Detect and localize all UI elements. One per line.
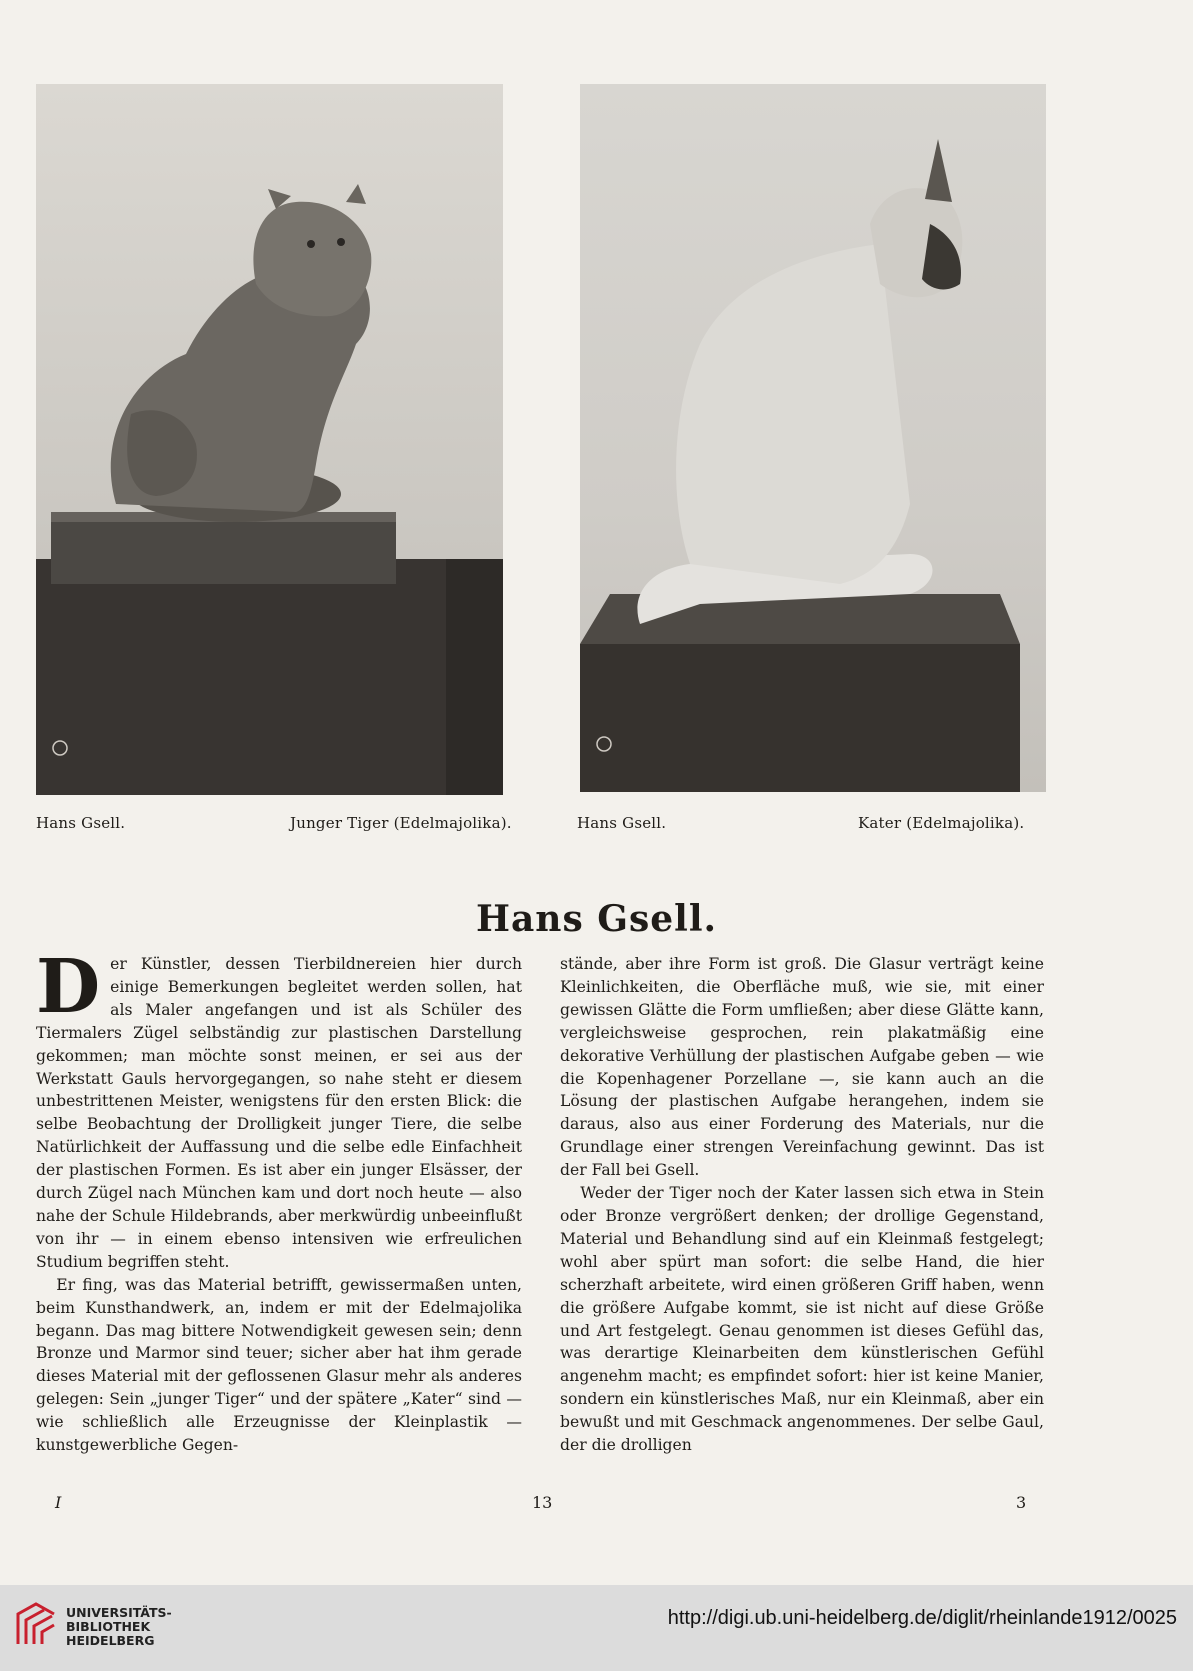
- photo-young-tiger: [36, 84, 503, 795]
- caption-left-title: Junger Tiger (Edelmajolika).: [290, 814, 512, 832]
- library-name: [66, 1606, 172, 1648]
- digitization-footer: [0, 1585, 1193, 1671]
- library-name-line: BIBLIOTHEK: [66, 1619, 151, 1634]
- text-column-right: [560, 953, 1044, 1457]
- cat-sculpture-image: [580, 84, 1046, 792]
- signature-mark: I: [55, 1493, 62, 1512]
- tiger-sculpture-image: [36, 84, 503, 795]
- drop-cap: D: [36, 944, 101, 1030]
- source-url-link[interactable]: http://digi.ub.uni-heidelberg.de/diglit/rheinlande1912/0025: [667, 1607, 1177, 1629]
- paragraph: Weder der Tiger noch der Kater lassen sich etwa in Stein oder Bronze vergrößert denken; der drollige Gegenstand, Material und Behandlung sind auf ein Kleinmaß festgelegt; wohl aber spürt man sofort: die selbe Hand, die hier scherzhaft arbeitete, wird einen größeren Griff haben, wenn die größere Aufgabe kommt, sie ist nicht auf diese Größe und Art festgelegt. Genau genommen ist dieses Gefühl das, was derartige Kleinarbeiten dem künstlerischen Gefühl angenehm macht; es empfindet sofort: hier ist keine Manier, sondern ein künstlerisches Maß, nur ein Kleinmaß, aber ein bewußt und mit Geschmack angenommenes. Der selbe Gaul, der die drolligen: [560, 1184, 1044, 1455]
- paragraph-text: er Künstler, dessen Tierbildnereien hier durch einige Bemerkungen begleitet werden sollen, hat als Maler angefangen und ist als Schüler des Tiermalers Zügel selbständig zur plastischen Darstellung gekommen; man möchte sonst meinen, er sei aus der Werkstatt Gauls hervorgegangen, so nahe steht er diesem unbestrittenen Meister, wenigstens für den ersten Blick: die selbe Beobachtung der Drolligkeit junger Tiere, die selbe Natürlichkeit der Auffassung und die selbe edle Einfachheit der plastischen Formen. Es ist aber ein junger Elsässer, der durch Zügel nach München kam und dort noch heute — also nahe der Schule Hildebrands, aber merkwürdig unbeeinflußt von ihr — in einem ebenso intensiven wie erfreulichen Studium begriffen steht.: [36, 955, 522, 1271]
- caption-right-artist: Hans Gsell.: [577, 814, 667, 832]
- paragraph: Er fing, was das Material betrifft, gewissermaßen unten, beim Kunsthandwerk, an, indem er mit der Edelmajolika begann. Das mag bittere Notwendigkeit gewesen sein; denn Bronze und Marmor sind teuer; sicher aber hat ihm gerade dieses Material mit der geflossenen Glasur mehr als anderes gelegen: Sein „junger Tiger“ und der spätere „Kater“ sind — wie schließlich alle Erzeugnisse der Kleinplastik — kunstgewerbliche Gegen-: [36, 1275, 522, 1455]
- library-name-line: HEIDELBERG: [66, 1633, 155, 1648]
- paragraph: stände, aber ihre Form ist groß. Die Glasur verträgt keine Kleinlichkeiten, die Oberfläche muß, wie sie, mit einer gewissen Glätte die Form umfließen; aber diese Glätte kann, vergleichsweise gesprochen, rein plakatmäßig eine dekorative Verhüllung der plastischen Aufgabe geben — wie die Kopenhagener Porzellane —, sie kann auch an die Lösung der plastischen Aufgabe herangehen, indem sie daraus, also aus einer Forderung des Materials, nur die Grundlage einer strengen Vereinfachung gewinnt. Das ist der Fall bei Gsell.: [560, 955, 1044, 1180]
- paragraph: [36, 944, 522, 1274]
- photo-cat: [580, 84, 1046, 792]
- page-number: 13: [532, 1493, 553, 1512]
- library-name-line: UNIVERSITÄTS-: [66, 1605, 172, 1620]
- university-library-logo-icon: [14, 1600, 58, 1648]
- article-title: Hans Gsell.: [475, 898, 718, 940]
- caption-right-title: Kater (Edelmajolika).: [858, 814, 1025, 832]
- sheet-number: 3: [1016, 1493, 1027, 1512]
- text-column-left: [36, 944, 522, 1457]
- caption-left-artist: Hans Gsell.: [36, 814, 126, 832]
